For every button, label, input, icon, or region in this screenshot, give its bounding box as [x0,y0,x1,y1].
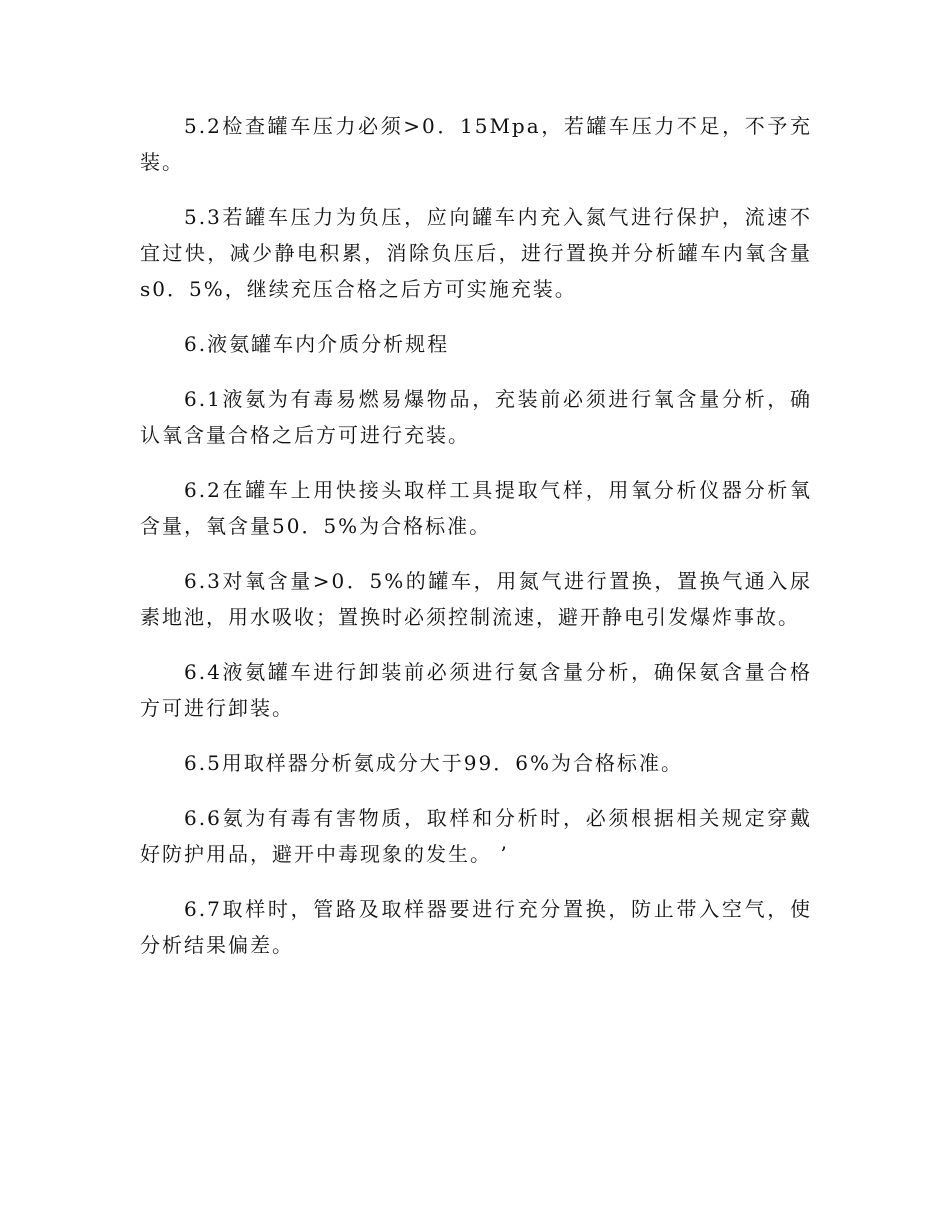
paragraph-5-2: 5.2检查罐车压力必须>0．15Mpa，若罐车压力不足，不予充装。 [140,114,812,174]
section-heading-6: 6.液氨罐车内介质分析规程 [184,332,450,356]
paragraph-6-2: 6.2在罐车上用快接头取样工具提取气样，用氧分析仪器分析氧含量，氧含量50．5%为合格标准。 [140,478,812,538]
paragraph-6-6: 6.6氨为有毒有害物质，取样和分析时，必须根据相关规定穿戴好防护用品，避开中毒现象的发生。 ’ [140,806,812,866]
paragraph-6-1: 6.1液氨为有毒易燃易爆物品，充装前必须进行氧含量分析，确认氧含量合格之后方可进行充装。 [140,387,812,447]
document-body [140,108,812,982]
paragraph-6-4: 6.4液氨罐车进行卸装前必须进行氨含量分析，确保氨含量合格方可进行卸装。 [140,660,812,720]
paragraph-6-5: 6.5用取样器分析氨成分大于99．6%为合格标准。 [184,751,683,775]
paragraph-6-7: 6.7取样时，管路及取样器要进行充分置换，防止带入空气，使分析结果偏差。 [140,897,812,957]
paragraph-6-3: 6.3对氧含量>0．5%的罐车，用氮气进行置换，置换气通入尿素地池，用水吸收；置换时必须控制流速，避开静电引发爆炸事故。 [140,569,812,629]
paragraph-5-3: 5.3若罐车压力为负压，应向罐车内充入氮气进行保护，流速不宜过快，减少静电积累，消除负压后，进行置换并分析罐车内氧含量s0．5%，继续充压合格之后方可实施充装。 [140,205,812,301]
